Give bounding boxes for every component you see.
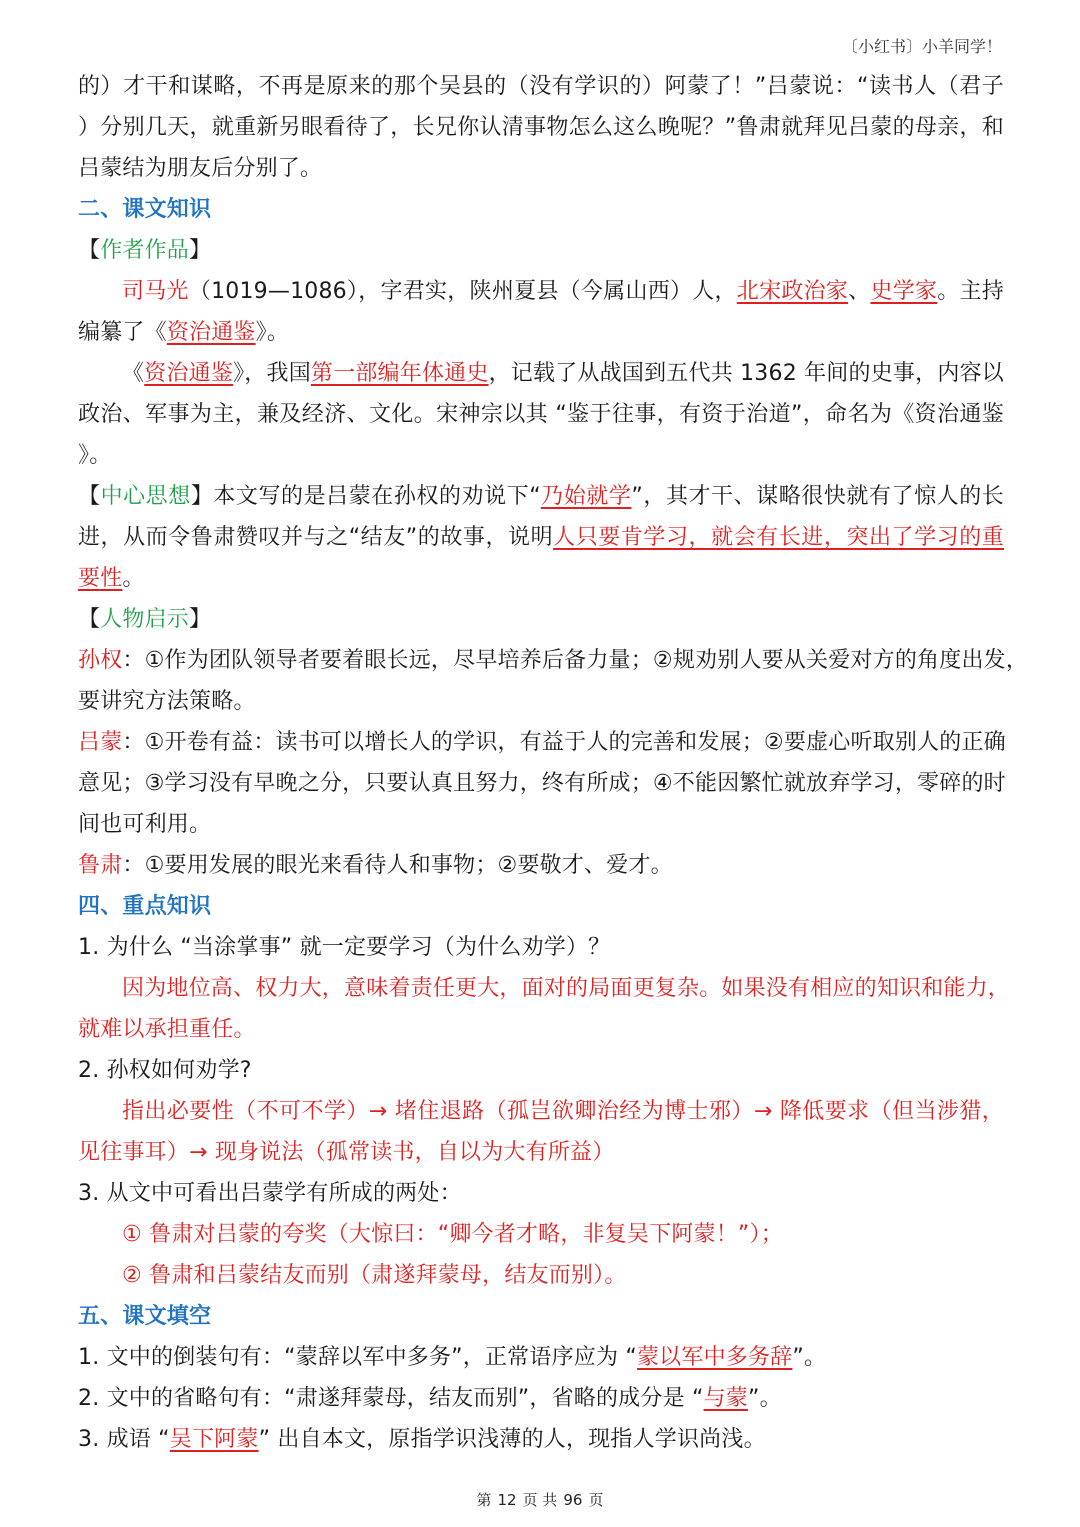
author-line: 司马光（1019—1086），字君实，陕州夏县（今属山西）人，北宋政治家、史学家。主持 xyxy=(122,279,1004,304)
keyword: 人只要肯学习，就会有长进，突出了学习的重 xyxy=(553,525,1004,550)
fill-blank: 2. 文中的省略句有：“肃遂拜蒙母，结友而别”，省略的成分是 “与蒙”。 xyxy=(78,1386,782,1411)
person-name: 孙权 xyxy=(78,648,123,673)
subheading-author: 【作者作品】 xyxy=(78,238,212,263)
section-heading: 四、重点知识 xyxy=(78,894,212,919)
page-number: 12 xyxy=(497,1491,517,1509)
answer: 就难以承担重任。 xyxy=(78,1017,256,1042)
author-name: 司马光 xyxy=(122,279,189,304)
keyword: 资治通鉴 xyxy=(144,361,234,386)
insight-sunquan: 要讲究方法策略。 xyxy=(78,689,256,714)
blank-answer: 与蒙 xyxy=(703,1386,748,1411)
fill-blank: 3. 成语 “吴下阿蒙” 出自本文，原指学识浅薄的人，现指人学识尚浅。 xyxy=(78,1427,766,1452)
theme-line: 【中心思想】本文写的是吕蒙在孙权的劝说下“乃始就学”，其才干、谋略很快就有了惊人的长 xyxy=(78,484,1004,509)
answer: ② 鲁肃和吕蒙结友而别（肃遂拜蒙母，结友而别）。 xyxy=(122,1263,627,1288)
theme-line: 进，从而令鲁肃赞叹并与之“结友”的故事，说明人只要肯学习，就会有长进，突出了学习的重 xyxy=(78,525,1004,550)
book-line: 《资治通鉴》，我国第一部编年体通史，记载了从战国到五代共 1362 年间的史事，内容以 xyxy=(122,361,1004,386)
answer: 见往事耳）→ 现身说法（孤常读书，自以为大有所益） xyxy=(78,1140,615,1165)
paragraph-line: ）分别几天，就重新另眼看待了，长兄你认清事物怎么这么晚呢？”鲁肃就拜见吕蒙的母亲，和 xyxy=(78,115,1004,140)
keyword: 第一部编年体通史 xyxy=(310,361,489,386)
paragraph-line: 的）才干和谋略，不再是原来的那个吴县的（没有学识的）阿蒙了！”吕蒙说：“读书人（君子 xyxy=(78,74,1004,99)
paragraph-line: 吕蒙结为朋友后分别了。 xyxy=(78,156,323,181)
insight-lvmeng: 吕蒙：①开卷有益：读书可以增长人的学识，有益于人的完善和发展；②要虚心听取别人的正确 xyxy=(78,730,1006,755)
author-line: 编纂了《资治通鉴》。 xyxy=(78,320,290,345)
insight-lvmeng: 间也可利用。 xyxy=(78,812,212,837)
answer: ① 鲁肃对吕蒙的夸奖（大惊曰：“卿今者才略，非复吴下阿蒙！”）； xyxy=(122,1222,783,1247)
insight-lvmeng: 意见；③学习没有早晚之分，只要认真且努力，终有所成；④不能因繁忙就放弃学习，零碎的时 xyxy=(78,771,1006,796)
person-name: 吕蒙 xyxy=(78,730,123,755)
subheading-insight: 【人物启示】 xyxy=(78,607,212,632)
answer: 因为地位高、权力大，意味着责任更大，面对的局面更复杂。如果没有相应的知识和能力， xyxy=(122,976,1011,1001)
blank-answer: 吴下阿蒙 xyxy=(169,1427,259,1452)
person-name: 鲁肃 xyxy=(78,853,123,878)
keyword: 史学家 xyxy=(870,279,938,304)
page-footer: 第 12 页 共 96 页 xyxy=(476,1491,604,1509)
insight-sunquan: 孙权：①作为团队领导者要着眼长远，尽早培养后备力量；②规劝别人要从关爱对方的角度出发， xyxy=(78,648,1029,673)
book-line: 政治、军事为主，兼及经济、文化。宋神宗以其 “鉴于往事，有资于治道”，命名为《资治通鉴 xyxy=(78,402,1004,427)
page-total: 96 xyxy=(563,1491,583,1509)
theme-line: 要性。 xyxy=(78,566,145,591)
blank-answer: 蒙以军中多务辞 xyxy=(636,1345,793,1370)
section-heading: 五、课文填空 xyxy=(78,1304,212,1329)
keyword: 资治通鉴 xyxy=(166,320,256,345)
watermark: 〔小红书〕小羊同学！ xyxy=(841,37,1002,56)
answer: 指出必要性（不可不学）→ 堵住退路（孤岂欲卿治经为博士邪）→ 降低要求（但当涉猎， xyxy=(122,1099,1004,1124)
keyword: 要性 xyxy=(78,566,123,591)
book-line: 》。 xyxy=(78,443,112,468)
question: 3. 从文中可看出吕蒙学有所成的两处： xyxy=(78,1181,462,1206)
fill-blank: 1. 文中的倒装句有：“蒙辞以军中多务”，正常语序应为 “蒙以军中多务辞”。 xyxy=(78,1345,827,1370)
question: 2. 孙权如何劝学? xyxy=(78,1058,252,1083)
keyword: 乃始就学 xyxy=(540,484,632,509)
keyword: 北宋政治家 xyxy=(736,279,849,304)
question: 1. 为什么 “当涂掌事” 就一定要学习（为什么劝学）？ xyxy=(78,935,611,960)
insight-lusu: 鲁肃：①要用发展的眼光来看待人和事物；②要敬才、爱才。 xyxy=(78,853,673,878)
section-heading: 二、课文知识 xyxy=(78,197,212,222)
